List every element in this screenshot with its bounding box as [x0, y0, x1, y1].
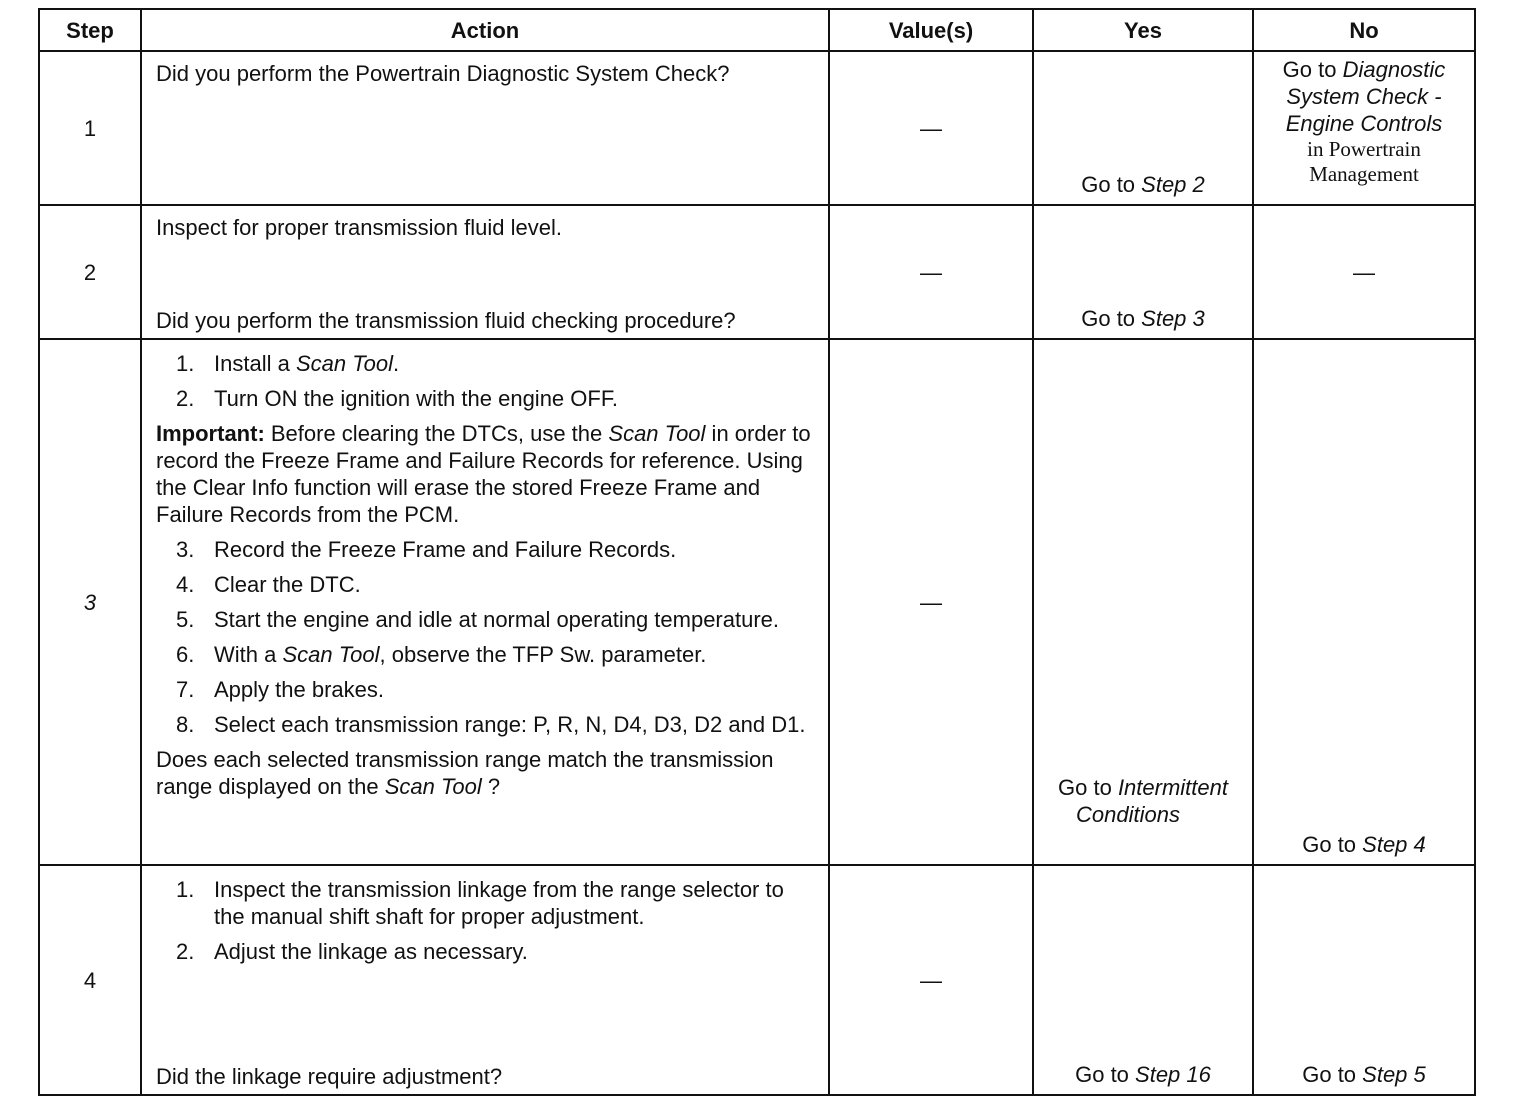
table-row [39, 205, 1475, 339]
substep-list [156, 876, 814, 965]
substep-list [156, 350, 814, 412]
yes-link: Step 16 [1135, 1062, 1211, 1087]
action-question: Did you perform the transmission fluid checking procedure? [156, 308, 736, 333]
header-action: Action [141, 9, 829, 51]
step-number: 3 [83, 589, 97, 615]
list-item: 4. Clear the DTC. [176, 572, 361, 597]
yes-cell: Go to Step 3 [1081, 306, 1205, 331]
header-no: No [1253, 9, 1475, 51]
step-number: 1 [83, 115, 97, 141]
yes-link: Step 2 [1141, 172, 1205, 197]
diagnostic-table [38, 8, 1476, 1096]
list-item: 5. Start the engine and idle at normal operating temperature. [176, 607, 780, 632]
list-item: 8. Select each transmission range: P, R, N, D4, D3, D2 and D1. [176, 712, 806, 737]
yes-cell: Go to Step 2 [1081, 172, 1205, 197]
list-item: 6. With a Scan Tool, observe the TFP Sw. parameter. [176, 642, 707, 667]
value-cell: — [920, 967, 942, 993]
header-row [39, 9, 1475, 51]
header-step: Step [39, 9, 141, 51]
substep-list [156, 536, 814, 738]
no-cell: — [1353, 259, 1375, 285]
action-question: Does each selected transmission range match the transmission range displayed on the Scan Tool ? [156, 747, 774, 799]
list-item: 2. Turn ON the ignition with the engine OFF. [176, 386, 618, 411]
yes-cell: Go to Step 16 [1075, 1062, 1211, 1087]
table-row [39, 51, 1475, 205]
table-row [39, 339, 1475, 865]
no-cell: Go to Diagnostic System Check - Engine Controls in Powertrain Management [1282, 57, 1446, 186]
list-item: 1. Install a Scan Tool. [176, 351, 400, 376]
action-text: Inspect for proper transmission fluid level. [156, 215, 562, 240]
important-note: Important: Before clearing the DTCs, use the Scan Tool in order to record the Freeze Frame and Failure Records for reference. Using the Clear Info function will erase the stored Freeze Frame and Failure Records from the PCM. [156, 421, 811, 527]
list-item: 7. Apply the brakes. [176, 677, 384, 702]
step-number: 2 [83, 259, 97, 285]
no-link: Step 5 [1362, 1062, 1426, 1087]
header-values: Value(s) [829, 9, 1033, 51]
yes-link: Step 3 [1141, 306, 1205, 331]
value-cell: — [920, 115, 942, 141]
value-cell: — [920, 589, 942, 615]
no-link: Step 4 [1362, 832, 1426, 857]
action-question: Did the linkage require adjustment? [156, 1064, 503, 1089]
header-yes: Yes [1033, 9, 1253, 51]
list-item: 1. Inspect the transmission linkage from the range selector to the manual shift shaft for proper adjustment. [176, 877, 784, 929]
step-number: 4 [83, 967, 97, 993]
table-row [39, 865, 1475, 1095]
list-item: 3. Record the Freeze Frame and Failure Records. [176, 537, 677, 562]
action-text: Did you perform the Powertrain Diagnostic System Check? [156, 61, 730, 86]
no-cell: Go to Step 5 [1302, 1062, 1426, 1087]
list-item: 2. Adjust the linkage as necessary. [176, 939, 528, 964]
yes-cell: Go to Intermittent Conditions [1058, 775, 1228, 827]
value-cell: — [920, 259, 942, 285]
no-cell: Go to Step 4 [1302, 832, 1426, 857]
